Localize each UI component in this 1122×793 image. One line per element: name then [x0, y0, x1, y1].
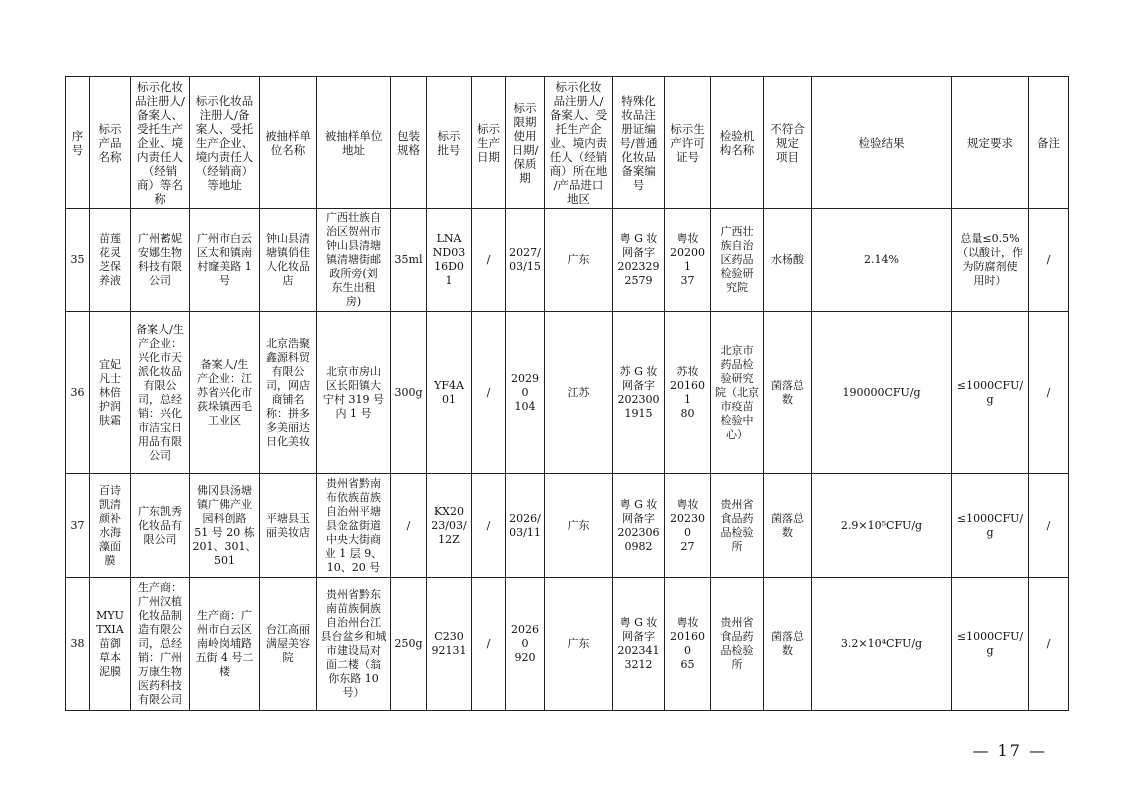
cell-registration-number: 苏 G 妆 网备字 202300 1915 — [613, 312, 665, 474]
header-registrant-address: 标示化妆品 注册人/备 案人、受托 生产企业、 境内责任人 （经销商） 等地址 — [190, 77, 260, 209]
header-remarks: 备注 — [1029, 77, 1069, 209]
cell-package-spec: 250g — [391, 578, 427, 711]
cell-registrant-name: 广东凯秀 化妆品有 限公司 — [131, 474, 190, 578]
cell-origin-region: 广东 — [545, 209, 613, 312]
cell-requirement: ≤1000CFU/g — [952, 312, 1029, 474]
cell-registrant-address: 生产商：广 州市白云区 南岭岗埔路 五街 4 号二 楼 — [190, 578, 260, 711]
cell-index: 35 — [66, 209, 90, 312]
cell-product-name: 宜妃 凡士 林倍 护润 肤霜 — [90, 312, 131, 474]
cell-origin-region: 广东 — [545, 474, 613, 578]
cell-batch-number: C230 92131 — [427, 578, 472, 711]
inspection-results-table — [65, 76, 1069, 711]
table-row — [66, 209, 1069, 312]
cell-registrant-address: 备案人/生 产企业：江 苏省兴化市 荻垛镇西毛 工业区 — [190, 312, 260, 474]
cell-registration-number: 粤 G 妆 网备字 202341 3212 — [613, 578, 665, 711]
cell-sampled-unit-name: 北京浩聚 鑫源科贸 有限公 司，网店 商铺名 称：拼多 多美丽达 日化美妆 — [260, 312, 317, 474]
cell-package-spec: 35ml — [391, 209, 427, 312]
cell-testing-institution: 贵州省 食品药 品检验 所 — [711, 474, 764, 578]
cell-package-spec: / — [391, 474, 427, 578]
table-row — [66, 474, 1069, 578]
cell-production-date: / — [472, 578, 506, 711]
header-production-date: 标示 生产 日期 — [472, 77, 506, 209]
header-index: 序号 — [66, 77, 90, 209]
cell-nonconforming-item: 菌落总 数 — [764, 312, 812, 474]
cell-production-license: 苏妆 201601 80 — [665, 312, 711, 474]
cell-package-spec: 300g — [391, 312, 427, 474]
cell-expiry-date: 20260 920 — [506, 578, 545, 711]
cell-remarks: / — [1029, 474, 1069, 578]
cell-remarks: / — [1029, 578, 1069, 711]
cell-product-name: MYU TXIA 苗御 草本 泥膜 — [90, 578, 131, 711]
cell-remarks: / — [1029, 209, 1069, 312]
header-test-result: 检验结果 — [812, 77, 952, 209]
cell-requirement: ≤1000CFU/g — [952, 474, 1029, 578]
cell-production-date: / — [472, 209, 506, 312]
cell-registrant-name: 广州蓄妮 安娜生物 科技有限 公司 — [131, 209, 190, 312]
table-row — [66, 312, 1069, 474]
header-production-license: 标示生 产许可 证号 — [665, 77, 711, 209]
cell-registrant-name: 备案人/生 产企业： 兴化市天 派化妆品 有限公 司，总经 销：兴化 市洁宝日 用品有限 公司 — [131, 312, 190, 474]
cell-index: 38 — [66, 578, 90, 711]
header-testing-institution: 检验机 构名称 — [711, 77, 764, 209]
cell-testing-institution: 北京市 药品检 验研究 院（北京 市疫苗 检验中 心） — [711, 312, 764, 474]
header-batch-number: 标示 批号 — [427, 77, 472, 209]
cell-nonconforming-item: 菌落总 数 — [764, 578, 812, 711]
header-registrant-name: 标示化妆 品注册人/ 备案人、 受托生产 企业、境 内责任人 （经销 商）等名 称 — [131, 77, 190, 209]
cell-production-date: / — [472, 312, 506, 474]
header-package-spec: 包装 规格 — [391, 77, 427, 209]
cell-registrant-address: 广州市白云 区太和镇南 村窿美路 1 号 — [190, 209, 260, 312]
cell-nonconforming-item: 菌落总 数 — [764, 474, 812, 578]
cell-registration-number: 粤 G 妆 网备字 202306 0982 — [613, 474, 665, 578]
header-nonconforming-item: 不符合 规定 项目 — [764, 77, 812, 209]
cell-test-result: 2.9×10⁵CFU/g — [812, 474, 952, 578]
header-origin-region: 标示化妆 品注册人/ 备案人、受 托生产企 业、境内责 任人（经销 商）所在地 /产品进口 地区 — [545, 77, 613, 209]
cell-sampled-unit-name: 钟山县清 塘镇俏佳 人化妆品 店 — [260, 209, 317, 312]
cell-expiry-date: 2027/ 03/15 — [506, 209, 545, 312]
cell-production-license: 粤妆 202300 27 — [665, 474, 711, 578]
cell-test-result: 190000CFU/g — [812, 312, 952, 474]
cell-product-name: 百诗 凯清 颜补 水海 藻面 膜 — [90, 474, 131, 578]
cell-expiry-date: 20290 104 — [506, 312, 545, 474]
cell-sampled-unit-address: 贵州省黔东 南苗族侗族 自治州台江 县台盆乡和城 市建设局对 面二楼（翁 你东路 10 号） — [317, 578, 391, 711]
cell-sampled-unit-name: 平塘县玉 丽美妆店 — [260, 474, 317, 578]
cell-batch-number: KX20 23/03/ 12Z — [427, 474, 472, 578]
cell-registrant-name: 生产商： 广州汉植 化妆品制 造有限公 司，总经 销：广州 万康生物 医药科技 有限公司 — [131, 578, 190, 711]
cell-product-name: 苗莲 花灵 芝保 养液 — [90, 209, 131, 312]
cell-batch-number: YF4A 01 — [427, 312, 472, 474]
cell-expiry-date: 2026/ 03/11 — [506, 474, 545, 578]
table-header-row — [66, 77, 1069, 209]
cell-registration-number: 粤 G 妆 网备字 202329 2579 — [613, 209, 665, 312]
cell-remarks: / — [1029, 312, 1069, 474]
cell-index: 36 — [66, 312, 90, 474]
cell-production-license: 粤妆 201600 65 — [665, 578, 711, 711]
cell-production-date: / — [472, 474, 506, 578]
header-expiry-date: 标示 限期 使用 日期/ 保质 期 — [506, 77, 545, 209]
cell-index: 37 — [66, 474, 90, 578]
header-sampled-unit-address: 被抽样单位 地址 — [317, 77, 391, 209]
cell-sampled-unit-address: 北京市房山 区长阳镇大 宁村 319 号 内 1 号 — [317, 312, 391, 474]
cell-production-license: 粤妆 202001 37 — [665, 209, 711, 312]
cell-testing-institution: 贵州省 食品药 品检验 所 — [711, 578, 764, 711]
cell-requirement: ≤1000CFU/g — [952, 578, 1029, 711]
cell-registrant-address: 佛冈县汤塘 镇广佛产业 园科创路 51 号 20 栋 201、301、 501 — [190, 474, 260, 578]
cell-testing-institution: 广西壮 族自治 区药品 检验研 究院 — [711, 209, 764, 312]
cell-origin-region: 江苏 — [545, 312, 613, 474]
cell-sampled-unit-address: 广西壮族自 治区贺州市 钟山县清塘 镇清塘街邮 政所旁(刘 东生出租 房) — [317, 209, 391, 312]
page-number: — 17 — — [972, 741, 1047, 760]
cell-nonconforming-item: 水杨酸 — [764, 209, 812, 312]
cell-sampled-unit-address: 贵州省黔南 布依族苗族 自治州平塘 县金盆街道 中央大街商 业 1 层 9、 10、20 号 — [317, 474, 391, 578]
cell-requirement: 总量≤0.5% （以酸计，作 为防腐剂使 用时） — [952, 209, 1029, 312]
header-registration-number: 特殊化 妆品注 册证编 号/普通 化妆品 备案编 号 — [613, 77, 665, 209]
table-row — [66, 578, 1069, 711]
header-requirement: 规定要求 — [952, 77, 1029, 209]
cell-sampled-unit-name: 台江高丽 满屋美容 院 — [260, 578, 317, 711]
header-product-name: 标示 产品 名称 — [90, 77, 131, 209]
cell-origin-region: 广东 — [545, 578, 613, 711]
cell-test-result: 2.14% — [812, 209, 952, 312]
cell-batch-number: LNA ND03 16D0 1 — [427, 209, 472, 312]
cell-test-result: 3.2×10⁴CFU/g — [812, 578, 952, 711]
header-sampled-unit-name: 被抽样单 位名称 — [260, 77, 317, 209]
